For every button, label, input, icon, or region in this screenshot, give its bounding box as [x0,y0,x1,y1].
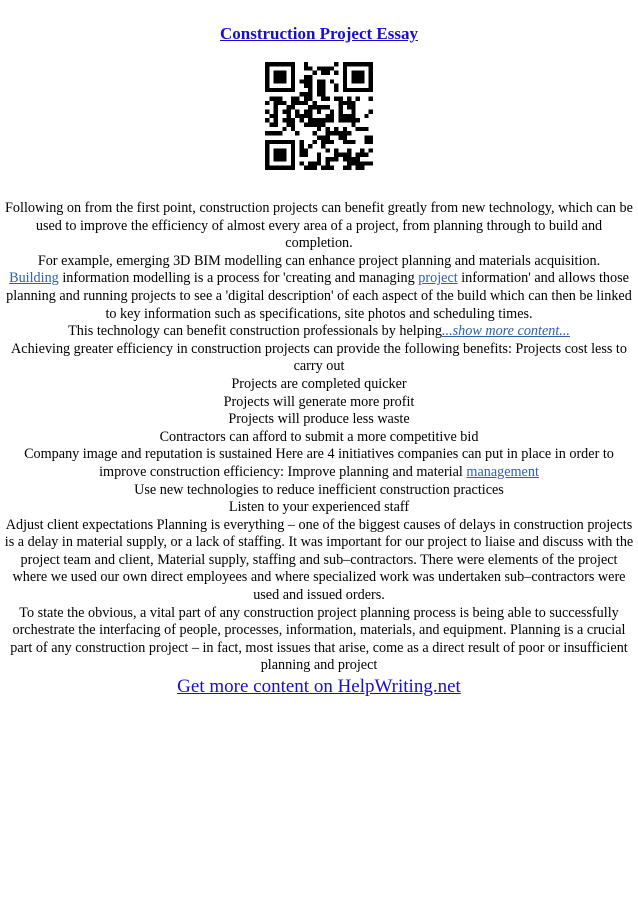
building-link[interactable]: Building [9,270,59,287]
qr-code-icon [265,62,373,170]
paragraph: Projects will produce less waste [228,411,410,428]
helpwriting-footer-link[interactable]: Get more content on HelpWriting.net [177,676,461,697]
paragraph: Following on from the first point, construction projects can benefit greatly from new technology, which can be used to improve the efficiency of almost every area of a project, from planning through to build and completion. [5,200,633,252]
paragraph: To state the obvious, a vital part of any construction project planning process is being able to successfully orchestrate the interfacing of people, processes, information, materials, and equipment. Planning is a crucial part of any construction project – in fact, most issues that arise, come as a direct result of poor or insufficient planning and project [10,604,628,674]
paragraph: Adjust client expectations Planning is everything – one of the biggest causes of delays in construction projects is a delay in material supply, or a lack of staffing. It was important for our project to liaise and discuss with the project team and client, Material supply, staffing and sub–contractors. There were elements of the project where we used our own direct employees and where specialized work was undertaken sub–contractors were used and issued orders. [4,516,634,604]
essay-body [4,200,634,675]
paragraph: Projects will generate more profit [223,393,415,410]
paragraph: For example, emerging 3D BIM modelling can enhance project planning and materials acquisition. [37,252,601,269]
paragraph: Company image and reputation is sustained Here are 4 initiatives companies can put in place in order to improve construction efficiency: Improve planning and material management [24,446,614,480]
project-link[interactable]: project [418,270,458,287]
paragraph: Listen to your experienced staff [228,499,410,516]
paragraph: Contractors can afford to submit a more competitive bid [159,428,479,445]
paragraph: Use new technologies to reduce inefficient construction practices [134,481,504,498]
paragraph: Building information modelling is a process for 'creating and managing project information' and allows those planning and running projects to see a 'digital description' of each aspect of the build which can then be linked to key information such as specifications, site photos and scheduling times. [6,270,632,322]
management-link[interactable]: management [466,463,539,480]
paragraph: Achieving greater efficiency in construction projects can provide the following benefits: Projects cost less to carry out [11,340,627,375]
document-title-link[interactable]: Construction Project Essay [220,24,418,43]
paragraph: Projects are completed quicker [231,375,407,392]
show-more-link[interactable]: ...show more content... [441,323,570,340]
paragraph: This technology can benefit construction professionals by helping...show more content... [68,323,570,340]
